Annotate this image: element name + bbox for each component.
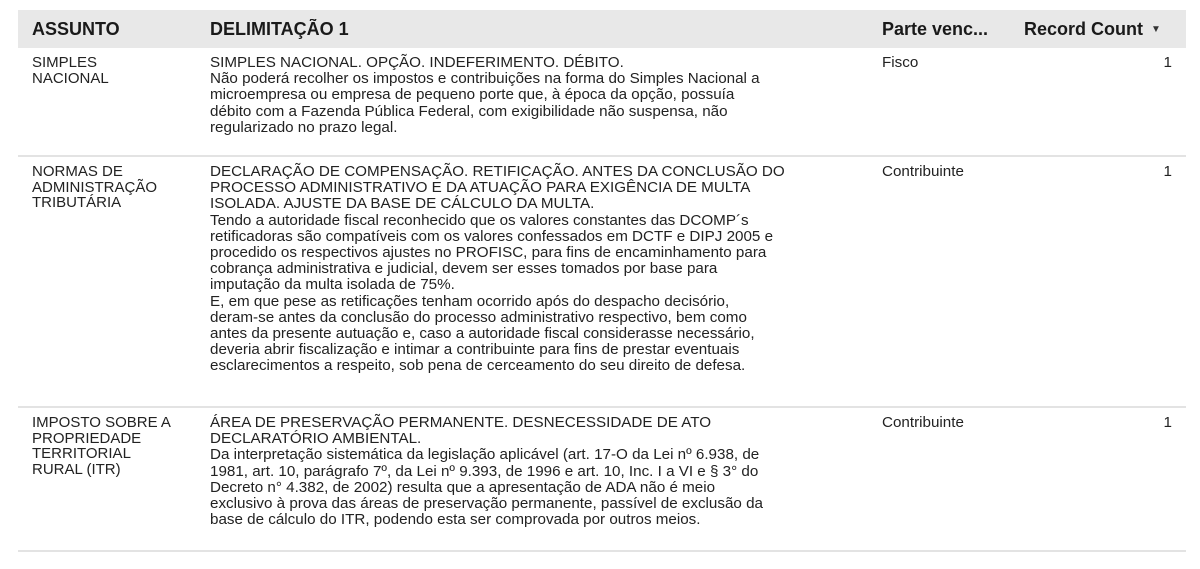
delimitacao-line: imputação da multa isolada de 75%.	[210, 276, 455, 294]
delimitacao-line: deram-se antes da conclusão do processo administrativo respectivo, bem como	[210, 308, 747, 326]
table-row[interactable]	[18, 157, 1186, 408]
delimitacao-line: regularizado no prazo legal.	[210, 118, 398, 136]
table-row[interactable]	[18, 48, 1186, 157]
cell-delimitacao	[194, 48, 866, 136]
cell-parte-vencedora: Contribuinte	[882, 163, 964, 180]
cell-record-count: 1	[1163, 54, 1172, 71]
cell-parte-vencedora: Fisco	[882, 54, 919, 71]
assunto-line: NORMAS DE	[32, 163, 123, 180]
delimitacao-line: ÁREA DE PRESERVAÇÃO PERMANENTE. DESNECESSIDADE DE ATO	[210, 414, 712, 431]
assunto-line: ADMINISTRAÇÃO	[32, 178, 158, 196]
cell-record-count: 1	[1163, 414, 1172, 431]
delimitacao-line: DECLARAÇÃO DE COMPENSAÇÃO. RETIFICAÇÃO. ANTES DA CONCLUSÃO DO	[210, 163, 785, 180]
delimitacao-line: Decreto n° 4.382, de 2002) resulta que a apresentação de ADA não é meio	[210, 478, 716, 496]
delimitacao-line: cobrança administrativa e judicial, devem ser esses tomados por base para	[210, 260, 718, 278]
assunto-line: PROPRIEDADE	[32, 429, 142, 447]
delimitacao-line: SIMPLES NACIONAL. OPÇÃO. INDEFERIMENTO. DÉBITO.	[210, 54, 624, 71]
delimitacao-line: débito com a Fazenda Pública Federal, com exigibilidade não suspensa, não	[210, 102, 728, 120]
delimitacao-line: deveria abrir fiscalização e intimar a contribuinte para fins de prestar eventuais	[210, 341, 740, 359]
delimitacao-line: DECLARATÓRIO AMBIENTAL.	[210, 430, 422, 448]
delimitacao-line: PROCESSO ADMINISTRATIVO E DA ATUAÇÃO PARA EXIGÊNCIA DE MULTA	[210, 179, 751, 197]
delimitacao-line: antes da presente autuação e, caso a autoridade fiscal considerasse necessário,	[210, 325, 755, 343]
cell-delimitacao	[194, 157, 866, 375]
cell-record-count: 1	[1163, 163, 1172, 180]
column-header-assunto[interactable]: ASSUNTO	[32, 18, 120, 39]
cell-delimitacao	[194, 408, 866, 528]
cell-assunto	[18, 157, 194, 211]
delimitacao-line: E, em que pese as retificações tenham ocorrido após do despacho decisório,	[210, 292, 730, 310]
record-count-label: Record Count	[1024, 18, 1143, 39]
delimitacao-line: esclarecimentos a respeito, sob pena de cerceamento do seu direito de defesa.	[210, 357, 746, 375]
cell-parte-vencedora: Contribuinte	[882, 414, 964, 431]
delimitacao-line: Não poderá recolher os impostos e contribuições na forma do Simples Nacional a	[210, 70, 760, 88]
column-header-record-count[interactable]	[1006, 19, 1186, 40]
assunto-line: TRIBUTÁRIA	[32, 194, 122, 211]
assunto-line: RURAL (ITR)	[32, 460, 121, 478]
caret-down-icon[interactable]: ▼	[1151, 23, 1161, 35]
delimitacao-line: exclusivo à prova das áreas de preservação permanente, passível de exclusão da	[210, 495, 763, 513]
records-table	[18, 10, 1186, 552]
assunto-line: IMPOSTO SOBRE A	[32, 414, 171, 431]
delimitacao-line: microempresa ou empresa de pequeno porte que, à época da opção, possuía	[210, 86, 735, 104]
delimitacao-line: procedido os respectivos ajustes no PROFISC, para fins de encaminhamento para	[210, 244, 767, 262]
delimitacao-line: 1981, art. 10, parágrafo 7º, da Lei nº 9.393, de 1996 e art. 10, Inc. I a VI e § 3° do	[210, 462, 759, 480]
assunto-line: SIMPLES	[32, 54, 98, 71]
cell-assunto	[18, 48, 194, 86]
cell-assunto	[18, 408, 194, 477]
column-header-parte-vencedora[interactable]: Parte venc...	[882, 18, 989, 39]
delimitacao-line: base de cálculo do ITR, podendo esta ser comprovada por outros meios.	[210, 511, 701, 529]
delimitacao-line: retificadoras são compatíveis com os valores confessados em DCTF e DIPJ 2005 e	[210, 227, 774, 245]
delimitacao-line: ISOLADA. AJUSTE DA BASE DE CÁLCULO DA MULTA.	[210, 195, 595, 213]
delimitacao-line: Da interpretação sistemática da legislação aplicável (art. 17-O da Lei nº 6.938, de	[210, 446, 760, 464]
column-header-delimitacao[interactable]: DELIMITAÇÃO 1	[210, 18, 349, 39]
table-row[interactable]	[18, 408, 1186, 552]
table-header	[18, 10, 1186, 48]
assunto-line: TERRITORIAL	[32, 445, 131, 462]
delimitacao-line: Tendo a autoridade fiscal reconhecido que os valores constantes das DCOMP´s	[210, 211, 749, 229]
assunto-line: NACIONAL	[32, 69, 109, 87]
